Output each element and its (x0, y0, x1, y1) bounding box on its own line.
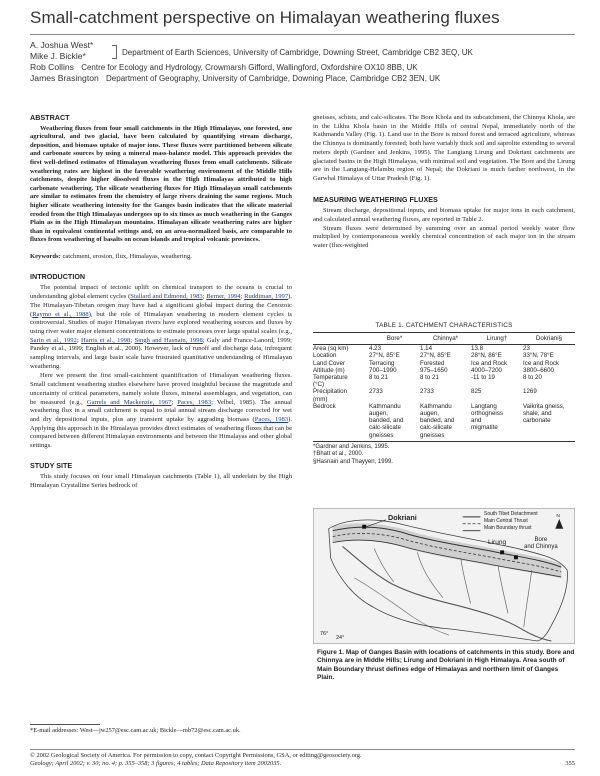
table-row (313, 381, 575, 388)
table-row-label: Precipitation (313, 388, 348, 396)
table-cell: Langtang orthogneiss and migmatite (471, 402, 503, 432)
table-row-label: (°C) (313, 381, 325, 389)
table-cell: Vaikrita gneiss, shale, and carbonate (523, 402, 565, 425)
table-row (313, 345, 575, 352)
keywords-label: Keywords: (30, 253, 61, 261)
citation-line: Geology; April 2002; v. 30; no. 4; p. 355–358; 3 figures; 4 tables; Data Repository item 2002035. (30, 760, 282, 768)
table-row (313, 396, 575, 403)
paper-title: Small-catchment perspective on Himalayan weathering fluxes (30, 8, 500, 27)
page-number: 355 (565, 760, 575, 767)
table-row-label: Area (sq km) (313, 345, 349, 353)
table-cell: 23 (523, 345, 530, 353)
abstract-text: Weathering fluxes from four small catchments in the High Himalayas, one forested, one agricultural, and two glacial, have been calculated by quantifying stream discharge, deposition, and biomass uptake of major ions. These fluxes were partitioned between silicate and carbonate sources by using a mineral mass-balance model. This approach provides the first well-defined estimates of Himalayan weathering fluxes from small catchments. Silicate weathering rates are highest in the favorable weathering environment of the Middle Hills catchments, despite higher dissolved fluxes in the High Himalayas attributed to high carbonate weathering. The silicate weathering fluxes for High Himalayan small catchments are similar to estimates from the chemistry of large rivers draining the same regions. Much higher silicate weathering intensity for the Ganges basin indicates that the silicate material eroded from the High Himalayas undergoes up to six times as much weathering in the Ganges Plain as in the High Himalayan mountains. Himalayan silicate weathering rates are higher than in equivalent continental settings and, on an area-normalized basis, are comparable to fluxes from weathering of basalts on ocean islands and tropical volcanic provinces. (30, 124, 292, 244)
measuring-heading: MEASURING WEATHERING FLUXES (313, 194, 438, 204)
table-cell (523, 396, 575, 403)
legend-mbt: Main Boundary thrust (484, 525, 532, 531)
author-name: Mike J. Bickle* (30, 51, 86, 61)
table-cell: 825 (471, 388, 482, 396)
right-column (313, 114, 575, 251)
measuring-paragraph-2: Stream fluxes were determined by summing over an annual period weekly water flow multiplied by contemporaneous weekly chemical concentration of each major ion in the stream water (flux-weighted (313, 224, 575, 250)
author-line (30, 51, 86, 61)
catchment-table (313, 322, 575, 467)
dokriani-label: Dokriani (388, 513, 417, 522)
study-site-heading: STUDY SITE (30, 460, 73, 470)
author-name: James Brasington (30, 73, 99, 83)
legend-std: South Tibet Detachment (484, 511, 538, 517)
table-header-row (313, 333, 575, 344)
table-row (313, 352, 575, 359)
study-site-continued: gneisses, schists, and calc-silicates. The Bore Khola and its subcatchment, the Chinnya Khola, are in the Likhu Khola basin in the Middle Hills of central Nepal, immediately north of the Kathmandu Valley (Fig. 1). Land use in the Bore is mixed forest and terraced agriculture, whereas the Chinnya is dominantly forested; both have variably thick soil and saprolite extending to several meters depth (Gardner and Jenkins, 1995). The Langtang Lirung and Dokriani catchments are glaciated basins in the High Himalayas, with minimal soil and vegetation. The Bore and the Lirung are in the Langtang-Helambu region of Nepal; the Dokriani is much farther northwest, in the Garwhal Himalaya of Uttar Pradesh (Fig. 1). (313, 114, 575, 182)
table-note: §Hasnain and Thayyen, 1999. (313, 459, 393, 466)
citation-link[interactable]: Berner, 1994 (206, 293, 241, 301)
bore-marker (514, 555, 518, 559)
table-row-label: Location (313, 352, 337, 360)
table-cell: Ice and Rock (471, 359, 508, 367)
intro-paragraph-2: Here we present the first small-catchment quantification of Himalayan weathering fluxes. Small catchment weathering studies elsewhere have proved insightful because the magnitude and uncertainty of critical parameters, namely solute fluxes, mineral assemblages, and vegetation, can be measured (e.g., Garrels and Mackenzie, 1967; Paces, 1983; Velbel, 1985). The annual weathering flux in a small catchment is equal to total annual stream discharge corrected for wet and dry depositional inputs, plus any transient uptake by aggrading biomass (Paces, 1983). Applying this approach in the Himalayas provides direct estimates of weathering fluxes that can be compared between different Himalayan environments and between the Himalayas and other global settings. (30, 372, 293, 450)
table-cell: 13.8 (471, 345, 484, 353)
table-note: †Bhatt et al., 2000. (313, 451, 364, 458)
ganges-basin-map (313, 508, 575, 644)
table-row (313, 360, 575, 367)
title-rule (30, 34, 575, 35)
table-title: TABLE 1. CATCHMENT CHARACTERISTICS (375, 322, 513, 329)
footnote-rule (30, 724, 100, 725)
table-note: *Gardner and Jenkins, 1995. (313, 443, 390, 450)
table-row-label: Temperature (313, 374, 348, 382)
table-cell (420, 381, 471, 388)
table-cell: 1269 (523, 388, 537, 396)
table-cell (369, 396, 420, 403)
abstract-heading: ABSTRACT (30, 113, 70, 122)
table-body (313, 345, 575, 439)
table-cell: 4000–7200 (471, 366, 502, 374)
affiliation-text: Department of Earth Sciences, University of Cambridge, Downing Street, Cambridge CB2 3EQ, UK (122, 48, 473, 57)
measuring-paragraph-1: Stream discharge, depositional inputs, and biomass uptake for major ions in each catchment, and calculated annual weathering fluxes, are reported in Table 2. (313, 207, 575, 224)
citation-link[interactable]: Paces, 1983 (177, 398, 212, 406)
longitude-label: 76° (320, 631, 329, 637)
affiliation-text: Department of Geography, University of Cambridge, Downing Place, Cambridge CB2 3EN, UK (106, 74, 441, 83)
citation-link[interactable]: Sarin et al., 1992 (30, 336, 77, 344)
intro-heading: INTRODUCTION (30, 271, 86, 281)
citation-link[interactable]: Harris et al., 1998 (80, 336, 131, 344)
table-row-label: Altitude (m) (313, 366, 345, 374)
bottom-rule (30, 749, 575, 750)
table-row-label: (mm) (313, 395, 328, 403)
table-cell: Kathmandu augen, banded, and calc-silicate gneisses (420, 402, 455, 439)
author-affiliation (122, 48, 473, 57)
table-header-cell: Dokriani§ (535, 335, 563, 342)
table-cell: 3800–6600 (523, 366, 554, 374)
table-cell: 27°N, 85°E (369, 352, 400, 360)
table-row (313, 367, 575, 374)
table-cell: Kathmandu augen, banded, and calc-silicate gneisses (369, 402, 404, 439)
table-cell (420, 396, 471, 403)
author-bracket (112, 45, 117, 59)
table-row (313, 403, 575, 439)
table-rule (313, 441, 575, 442)
table-row (313, 388, 575, 395)
table-cell: Forested (420, 359, 445, 367)
map-legend (484, 511, 538, 532)
table-header-cell: Lirung† (486, 335, 508, 342)
table-cell: 33°N, 78°E (523, 352, 554, 360)
table-cell (471, 396, 523, 403)
lirung-marker (500, 550, 504, 554)
legend-mct: Main Central Thrust (484, 518, 528, 524)
citation-link[interactable]: Ruddiman, 1997 (244, 293, 289, 301)
dokriani-marker (362, 525, 366, 529)
table-cell: 700–1990 (369, 366, 397, 374)
table-cell (369, 381, 420, 388)
table-cell (471, 381, 523, 388)
table-cell: Ice and Rock (523, 359, 560, 367)
table-cell: 1.14 (420, 345, 433, 353)
table-header-cell (313, 335, 369, 342)
table-cell: 2733 (369, 388, 383, 396)
table-cell: 8 to 20 (523, 374, 542, 382)
author-line (30, 73, 440, 83)
citation-link[interactable]: Paces, 1983 (254, 415, 289, 423)
table-header-cell: Chinnya* (432, 335, 459, 342)
table-row-label: Land Cover (313, 359, 345, 367)
table-cell: 8 to 21 (420, 374, 439, 382)
affiliation-text: Centre for Ecology and Hydrology, Crowmarsh Gifford, Wallingford, Oxfordshire OX10 8BB, UK (81, 63, 418, 72)
citation-link[interactable]: Garrels and Mackenzie, 1967 (86, 398, 172, 406)
keywords-text: catchment, erosion, flux, Himalayas, weathering. (62, 253, 192, 261)
table-cell: 8 to 21 (369, 374, 388, 382)
table-cell: 28°N, 86°E (471, 352, 502, 360)
table-cell: Terracing (369, 359, 395, 367)
table-cell: 27°N, 85°E (420, 352, 451, 360)
author-line (30, 40, 93, 50)
latitude-label: 24° (336, 635, 345, 641)
table-cell: 2733 (420, 388, 434, 396)
citation-link[interactable]: Raymo et al., 1988 (32, 310, 89, 318)
table-row-label: Bedrock (313, 402, 336, 410)
copyright-block (30, 752, 575, 769)
author-name: A. Joshua West* (30, 40, 94, 50)
svg-text:N: N (556, 513, 560, 519)
intro-paragraph-1: The potential impact of tectonic uplift on chemical transport to the oceans is crucial to understanding global element cycles (Stallard and Edmond, 1983; Berner, 1994; Ruddiman, 1997). The Himalayan-Tibetan orogen may have had a significant global impact during the Cenozoic (Raymo et al., 1988), but the role of Himalayan weathering in modern element cycles is controversial. Studies of major Himalayan rivers have explored weathering sources and fluxes by using river water major element concentrations to estimate processes over large spatial scales (e.g., Sarin et al., 1992; Harris et al., 1998; Singh and Hasnain, 1998; Galy and France-Lanord, 1999; Pandey et al., 1999; English et al., 2000). However, lack of runoff and discharge data, infrequent sampling intervals, and large basin scale have frustrated quantitative understanding of Himalayan weathering. (30, 284, 292, 370)
table-cell: 4.23 (369, 345, 382, 353)
author-line (30, 62, 418, 72)
table-cell: 975–1650 (420, 366, 448, 374)
bore-chinnya-label: Bore and Chinnya (524, 537, 558, 550)
lirung-label: Lirung (488, 539, 507, 546)
table-notes (313, 444, 575, 467)
study-site-paragraph: This study focuses on four small Himalayan catchments (Table 1), all underlain by the High Himalayan Crystalline Series bedrock of (30, 473, 292, 490)
citation-link[interactable]: Singh and Hasnain, 1998 (134, 336, 203, 344)
footnote: *E-mail addresses: West—jw257@esc.cam.ac.uk; Bickle—mb72@esc.cam.ac.uk. (30, 727, 241, 734)
table-cell: -11 to 19 (471, 374, 495, 382)
author-name: Rob Collins (30, 62, 74, 72)
table-cell (523, 381, 575, 388)
figure-caption: Figure 1. Map of Ganges Basin with locations of catchments in this study. Bore and Chinnya are in Middle Hills; Lirung and Dokriani in High Himalaya. Area south of Main Boundary thrust defines edge of Himalayas and northern limit of Ganges Plain. (317, 649, 575, 682)
table-header-cell: Bore* (386, 335, 403, 342)
keywords (30, 253, 292, 262)
table-row (313, 374, 575, 381)
left-column (30, 114, 292, 491)
copyright-line: © 2002 Geological Society of America. For permission to copy, contact Copyright Permissions, GSA, or editing@geosociety.org. (30, 752, 362, 759)
citation-link[interactable]: Stallard and Edmond, 1983 (130, 293, 203, 301)
